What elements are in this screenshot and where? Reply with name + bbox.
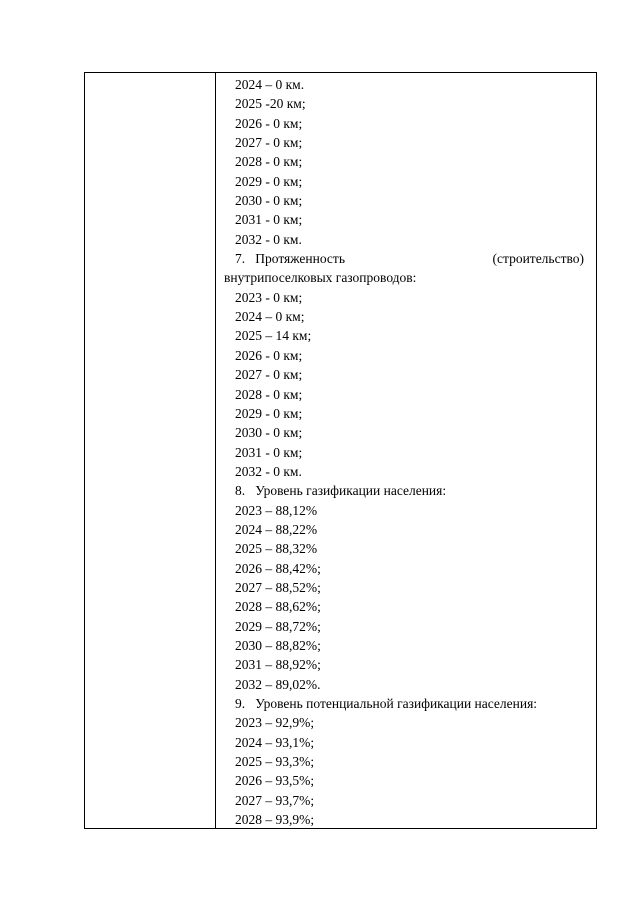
indicator-table [84, 72, 597, 829]
list-item: 2029 - 0 км; [235, 173, 303, 189]
section-7-heading-word2: (строительство) [492, 251, 584, 267]
list-item: 2027 - 0 км; [235, 367, 303, 383]
list-item: 2032 – 89,02%. [235, 676, 321, 692]
list-item: 2024 – 88,22% [235, 521, 318, 537]
list-item: 2028 – 93,9%; [235, 812, 315, 828]
list-item: 2024 – 0 км; [235, 309, 305, 325]
list-item: 2030 - 0 км; [235, 425, 303, 441]
section-7-heading-cont: внутрипоселковых газопроводов: [224, 270, 417, 286]
list-item: 2029 - 0 км; [235, 405, 303, 421]
list-item: 2024 – 0 км. [235, 77, 305, 92]
list-item: 2028 - 0 км; [235, 154, 303, 170]
list-item: 2029 – 88,72%; [235, 618, 321, 634]
list-item: 2025 – 93,3%; [235, 754, 315, 770]
list-item: 2032 - 0 км. [235, 231, 302, 247]
section-7-items [224, 288, 584, 481]
table-left-cell [85, 73, 215, 828]
list-item: 2026 - 0 км; [235, 347, 303, 363]
list-item: 2031 - 0 км; [235, 444, 303, 460]
section-7-number: 7. [235, 251, 246, 267]
table-right-cell [224, 75, 584, 829]
list-item: 2028 - 0 км; [235, 386, 303, 402]
list-item: 2025 – 88,32% [235, 541, 318, 557]
list-item: 2026 - 0 км; [235, 115, 303, 131]
list-item: 2030 – 88,82%; [235, 637, 321, 653]
section-7-heading [224, 249, 584, 268]
list-item: 2024 – 93,1%; [235, 734, 315, 750]
section-8-heading [224, 481, 584, 500]
list-item: 2023 – 88,12% [235, 502, 318, 518]
section-6-tail [224, 75, 584, 249]
section-9-items [224, 713, 584, 829]
column-divider [215, 73, 216, 828]
list-item: 2027 - 0 км; [235, 135, 303, 151]
list-item: 2030 - 0 км; [235, 193, 303, 209]
list-item: 2026 – 93,5%; [235, 773, 315, 789]
list-item: 2027 – 93,7%; [235, 792, 315, 808]
list-item: 2025 – 14 км; [235, 328, 312, 344]
section-9-heading [224, 694, 584, 713]
list-item: 2023 – 92,9%; [235, 715, 315, 731]
list-item: 2023 - 0 км; [235, 289, 303, 305]
section-8-number: 8. [235, 483, 246, 499]
section-8-items [224, 501, 584, 694]
list-item: 2031 – 88,92%; [235, 657, 321, 673]
list-item: 2027 – 88,52%; [235, 579, 321, 595]
section-8-heading-text: Уровень газификации населения: [255, 483, 447, 499]
list-item: 2025 -20 км; [235, 96, 306, 112]
list-item: 2031 - 0 км; [235, 212, 303, 228]
list-item: 2026 – 88,42%; [235, 560, 321, 576]
section-9-number: 9. [235, 696, 246, 711]
list-item: 2028 – 88,62%; [235, 599, 321, 615]
list-item: 2032 - 0 км. [235, 463, 302, 479]
section-9-heading-text: Уровень потенциальной газификации населения: [255, 696, 538, 711]
section-7-heading-word1: Протяженность [255, 251, 345, 267]
